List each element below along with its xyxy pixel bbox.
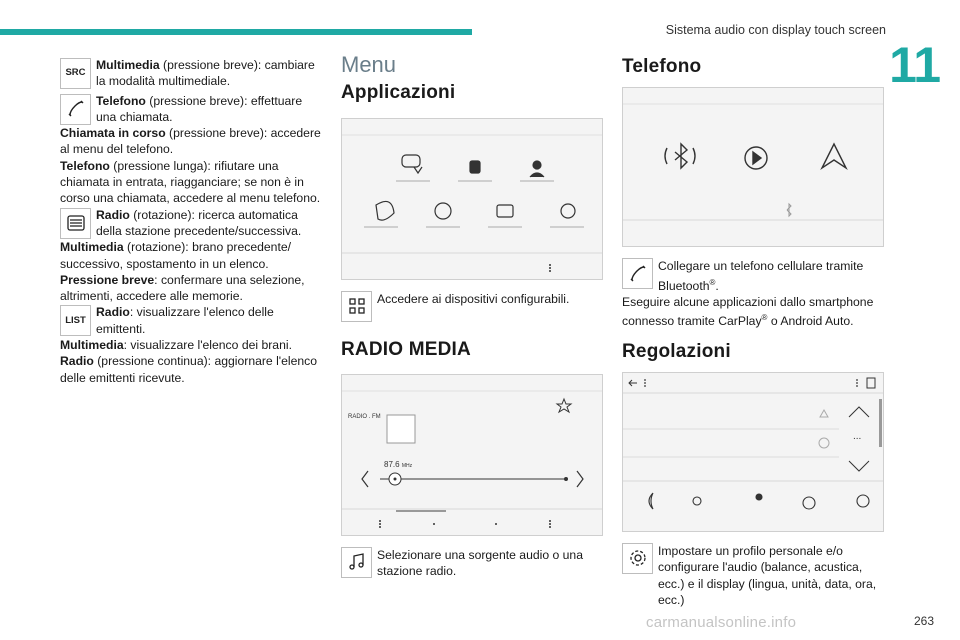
remote-icon xyxy=(470,161,480,173)
para-multimedia-list xyxy=(60,337,322,353)
contact-card-icon xyxy=(497,205,513,217)
profile-icon xyxy=(756,494,762,500)
term: Multimedia xyxy=(60,240,124,255)
text: (rotazione): brano precedente/ successivo, spostamento in un elenco. xyxy=(60,240,291,271)
phone-desc-2 xyxy=(622,294,884,330)
para-radio-cont xyxy=(60,353,322,386)
prev-chevron-icon xyxy=(362,471,368,487)
clock-icon xyxy=(561,204,575,218)
src-icon: SRC xyxy=(60,58,91,89)
term-telefono: Telefono xyxy=(96,93,146,108)
text: (rotazione): ricerca automatica della stazione precedente/successiva. xyxy=(96,207,302,238)
registered-mark: ® xyxy=(761,313,768,323)
radio-screen xyxy=(341,374,603,536)
leaf-icon xyxy=(376,201,394,220)
radio-list-icon xyxy=(60,208,91,239)
para-pressione xyxy=(60,272,322,305)
chat-bubble-icon xyxy=(414,167,422,173)
column-right xyxy=(622,55,884,608)
freq-unit: MHz xyxy=(401,462,413,469)
term: Telefono xyxy=(60,158,110,173)
text: : visualizzare l'elenco dei brani. xyxy=(123,338,292,353)
radio-desc: Selezionare una sorgente audio o una stazione radio. xyxy=(377,547,583,579)
help-icon xyxy=(857,495,869,507)
text: (pressione breve): effettuare una chiamata. xyxy=(96,93,303,124)
settings-heading: Regolazioni xyxy=(622,340,731,362)
text: (pressione lunga): rifiutare una chiamata in entrata, riagganciare; se non è in corso una chiamata, accedere al menu telefono. xyxy=(60,158,321,206)
apps-desc-row xyxy=(341,290,603,322)
term: Radio xyxy=(96,305,130,320)
trash-icon xyxy=(867,378,875,388)
list-row xyxy=(60,304,322,337)
settings-ellipsis: ... xyxy=(853,430,862,442)
page-number: 263 xyxy=(913,614,934,628)
phone-handset-icon xyxy=(622,258,653,289)
scroll-up-icon xyxy=(849,407,869,417)
user-icon xyxy=(533,161,541,169)
registered-mark: ® xyxy=(709,277,716,287)
settings-gear-icon xyxy=(435,203,451,219)
favorite-star-icon xyxy=(557,399,571,412)
apps-screen-drawing xyxy=(342,119,602,279)
radio-artwork xyxy=(387,415,415,443)
text: (pressione breve): cambiare la modalità multimediale. xyxy=(96,58,315,89)
radio-frequency xyxy=(384,457,412,474)
chapter-number: 11 xyxy=(889,37,940,93)
music-note-icon xyxy=(341,547,372,578)
phone-row xyxy=(60,93,322,126)
sms-icon xyxy=(402,155,420,167)
scrollbar xyxy=(879,399,882,447)
day-night-icon xyxy=(693,497,701,505)
settings-desc: Impostare un profilo personale e/o configurare l'audio (balance, acustica, ecc.) e il display (lingua, unità, data, ora, ecc.) xyxy=(658,543,877,607)
text: : confermare una selezione, altrimenti, accedere alle memorie. xyxy=(60,272,305,304)
bluetooth-icon xyxy=(675,144,687,168)
radio-screen-drawing xyxy=(342,375,602,535)
src-row xyxy=(60,57,322,90)
apps-heading: Applicazioni xyxy=(341,82,456,104)
phone-screen-drawing xyxy=(623,88,883,246)
term-multimedia: Multimedia xyxy=(96,58,160,72)
term: Radio xyxy=(60,354,94,369)
phone-heading: Telefono xyxy=(622,56,702,77)
radio-row xyxy=(60,207,322,240)
para-telefono xyxy=(60,158,322,207)
para-chiamata xyxy=(60,125,322,158)
watermark: carmanualsonline.info xyxy=(646,614,797,631)
phone-desc-1 xyxy=(658,257,884,294)
info-icon xyxy=(819,438,829,448)
menu-title: Menu xyxy=(341,52,397,77)
bluetooth-status-icon xyxy=(787,204,791,216)
next-chevron-icon xyxy=(577,471,583,487)
list-icon: LIST xyxy=(60,305,91,336)
term: Pressione breve xyxy=(60,272,155,287)
para-multimedia-rot xyxy=(60,239,322,272)
settings-screen-drawing xyxy=(623,373,883,531)
radio-desc-row xyxy=(341,546,603,580)
radio-media-heading: RADIO MEDIA xyxy=(341,338,471,360)
settings-desc-row xyxy=(622,542,884,608)
android-auto-icon xyxy=(822,144,846,168)
term: Radio xyxy=(96,207,130,222)
term: Chiamata in corso xyxy=(60,126,166,141)
apps-grid-icon xyxy=(341,291,372,322)
column-left xyxy=(60,55,322,386)
text: Collegare un telefono cellulare tramite Bluetooth xyxy=(658,259,864,293)
phone-icon xyxy=(60,94,91,125)
text: (pressione breve): accedere al menu del telefono. xyxy=(60,126,321,157)
column-middle xyxy=(341,52,603,579)
moon-icon xyxy=(649,493,653,509)
settings-gear-icon xyxy=(622,543,653,574)
apps-desc: Accedere ai dispositivi configurabili. xyxy=(377,291,570,306)
apps-screen xyxy=(341,118,603,280)
text: Eseguire alcune applicazioni dallo smartphone connesso tramite CarPlay xyxy=(622,294,874,329)
header-accent-bar xyxy=(0,29,472,35)
term: Multimedia xyxy=(60,338,124,353)
scroll-down-icon xyxy=(849,461,869,471)
radio-band: RADIO . FM xyxy=(348,413,381,420)
warning-icon xyxy=(820,410,828,417)
text: o Android Auto. xyxy=(767,314,854,329)
phone-screen xyxy=(622,87,884,247)
text: (pressione continua): aggiornare l'elenco delle emittenti ricevute. xyxy=(60,354,318,385)
gear-icon xyxy=(803,497,815,509)
text: . xyxy=(715,278,719,293)
back-arrow-icon xyxy=(629,380,637,386)
settings-screen xyxy=(622,372,884,532)
phone-desc-row xyxy=(622,257,884,294)
text: : visualizzare l'elenco delle emittenti. xyxy=(96,305,274,336)
header-title: Sistema audio con display touch screen xyxy=(665,23,886,37)
freq-value: 87.6 xyxy=(384,459,400,469)
